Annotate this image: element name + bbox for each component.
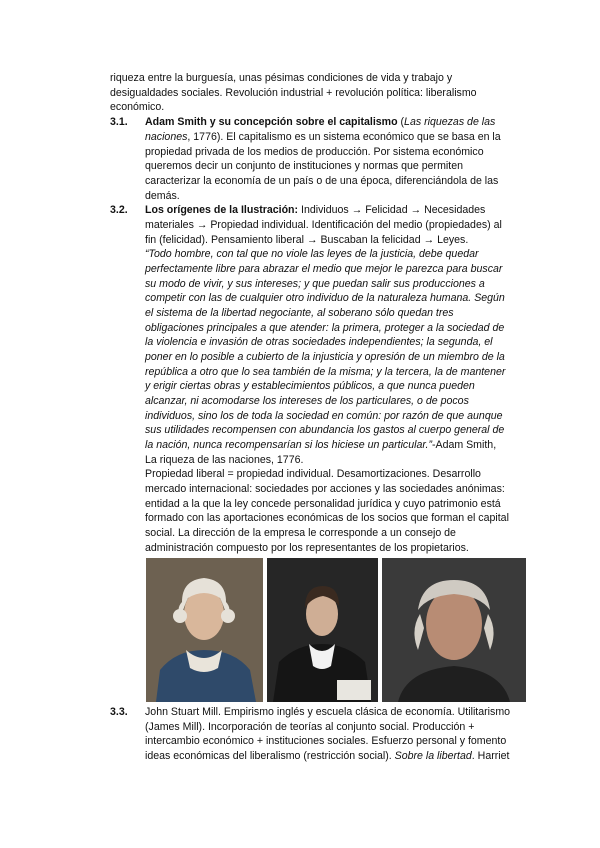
section-title: Los orígenes de la Ilustración: <box>145 204 299 216</box>
text-span: , 1776). El capitalismo es un sistema económico que se basa en la <box>187 131 501 143</box>
quote-line: perfectamente libre para abrazar el medio que mejor le parezca para buscar <box>145 263 503 275</box>
section-number: 3.1. <box>110 116 128 128</box>
text-span: ideas económicas del liberalismo (restricción social). <box>145 750 395 762</box>
paragraph-line <box>145 749 530 764</box>
quote-line: “Todo hombre, con tal que no viole las leyes de la justicia, debe quedar <box>145 248 479 260</box>
quote-line: sus utilidades recompensen con abundancia los gastos al cuerpo general de <box>145 424 505 436</box>
section-title: Adam Smith y su concepción sobre el capitalismo <box>145 116 398 128</box>
paragraph-line: formado con las aportaciones económicas de los socios que forman el capital <box>145 512 509 524</box>
paragraph-line: entidad a la que la ley concede personalidad jurídica y cuyo patrimonio está <box>145 498 501 510</box>
paragraph-line: desigualdades sociales. Revolución industrial + revolución política: liberalismo <box>110 87 477 99</box>
portrait-image-john-stuart-mill <box>382 558 526 702</box>
paragraph-line: administración compuesto por los representantes de los propietarios. <box>145 542 469 554</box>
book-title: Las riquezas de las <box>404 116 496 128</box>
quote-line: el sistema de la libertad negociante, al soberano sólo quedan tres <box>145 307 454 319</box>
section-heading-line <box>145 203 530 218</box>
quote-attribution: -Adam Smith, <box>431 439 497 451</box>
paragraph-line <box>145 130 530 145</box>
paragraph-line: queremos decir un conjunto de instituciones y normas que permiten <box>145 160 463 172</box>
quote-line: competir con las de cualquier otro individuo de la naturaleza humana. Según <box>145 292 505 304</box>
quote-line: república a otro que lo sea también de la misma; y la tercera, la de mantener <box>145 366 506 378</box>
quote-source: La riqueza de las naciones, 1776. <box>145 454 304 466</box>
paragraph-line: John Stuart Mill. Empirismo inglés y escuela clásica de economía. Utilitarismo <box>145 706 511 718</box>
quote-line <box>145 438 530 453</box>
quote-line: su modo de vivir, y sus intereses; y que puedan salir sus producciones a <box>145 278 485 290</box>
quote-line: alcanzar, ni acomodarse los intereses de los particulares, o de pocos <box>145 395 469 407</box>
quote-line: la violencia e invasión de otras sociedades independientes; la segunda, el <box>145 336 493 348</box>
paragraph-line: mercado internacional: sociedades por acciones y las sociedades anónimas: <box>145 483 505 495</box>
text-span: Individuos → Felicidad → Necesidades <box>298 204 486 216</box>
book-title: Sobre la libertad <box>394 750 472 762</box>
paragraph-line: fin (felicidad). Pensamiento liberal → Buscaban la felicidad → Leyes. <box>145 234 469 246</box>
paragraph-line: materiales → Propiedad individual. Identificación del medio (propiedades) al <box>145 219 502 231</box>
portrait-image-david-ricardo <box>267 558 378 702</box>
paragraph-line: caracterizar la economía de un país o de una época, diferenciándola de las <box>145 175 499 187</box>
paragraph-line: social. La dirección de la empresa le corresponde a un consejo de <box>145 527 456 539</box>
paragraph-line: demás. <box>145 190 180 202</box>
text-span: . Harriet <box>471 750 510 762</box>
quote-line: obligaciones principales a que atender: la primera, proteger a la sociedad de <box>145 322 505 334</box>
paragraph-line: (James Mill). Incorporación de teorías al conjunto social. Producción + <box>145 721 475 733</box>
section-number: 3.2. <box>110 204 128 216</box>
quote-line: poner en lo posible a cubierto de la injusticia y opresión de un miembro de la <box>145 351 505 363</box>
section-number: 3.3. <box>110 706 128 718</box>
book-title: naciones <box>145 131 188 143</box>
quote-end: la nación, nunca recompensarían si los hiciese un particular.” <box>145 439 432 451</box>
portrait-image-adam-smith <box>146 558 263 702</box>
paragraph-line: intercambio económico + instituciones sociales. Esfuerzo personal y fomento <box>145 735 507 747</box>
quote-line: y erigir ciertas obras y establecimientos públicos, a que nunca pueden <box>145 380 475 392</box>
section-heading-line <box>145 115 530 130</box>
text-span: ( <box>397 116 405 128</box>
paragraph-line: económico. <box>110 101 165 113</box>
quote-line: individuos, sino los de toda la sociedad en común: por razón de que aunque <box>145 410 503 422</box>
paragraph-line: riqueza entre la burguesía, unas pésimas condiciones de vida y trabajo y <box>110 72 453 84</box>
paragraph-line: Propiedad liberal = propiedad individual. Desamortizaciones. Desarrollo <box>145 468 481 480</box>
paragraph-line: propiedad privada de los medios de producción. Por sistema económico <box>145 146 484 158</box>
